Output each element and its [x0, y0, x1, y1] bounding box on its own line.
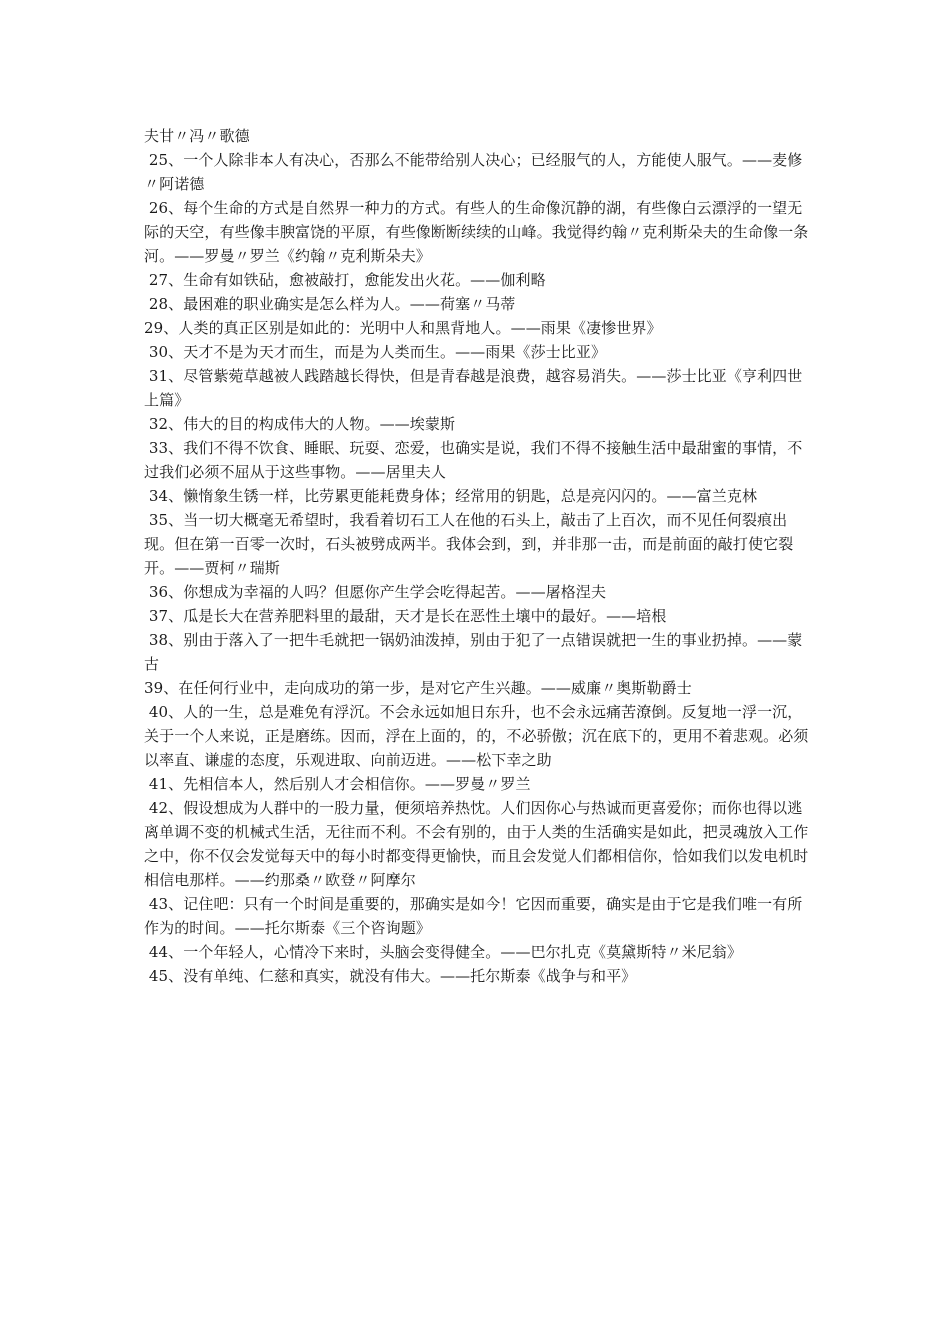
quote-44: 44、一个年轻人，心情冷下来时，头脑会变得健全。——巴尔扎克《莫黛斯特〃米尼翁》 — [144, 943, 742, 961]
quote-34: 34、懒惰象生锈一样，比劳累更能耗费身体；经常用的钥匙，总是亮闪闪的。——富兰克林 — [144, 487, 758, 505]
quote-41: 41、先相信本人，然后别人才会相信你。——罗曼〃罗兰 — [144, 775, 531, 793]
quote-26: 26、每个生命的方式是自然界一种力的方式。有些人的生命像沉静的湖，有些像白云漂浮的一望无际的天空，有些像丰腴富饶的平原，有些像断断续续的山峰。我觉得约翰〃克利斯朵夫的生命像一条河。——罗曼〃罗兰《约翰〃克利斯朵夫》 — [144, 199, 809, 265]
quote-35: 35、当一切大概毫无希望时，我看着切石工人在他的石头上，敲击了上百次，而不见任何裂痕出现。但在第一百零一次时，石头被劈成两半。我体会到，到，并非那一击，而是前面的敲打使它裂开。——贾柯〃瑞斯 — [144, 511, 794, 577]
quote-33: 33、我们不得不饮食、睡眠、玩耍、恋爱，也确实是说，我们不得不接触生活中最甜蜜的事情，不过我们必须不屈从于这些事物。——居里夫人 — [144, 439, 803, 481]
quote-37: 37、瓜是长大在营养肥料里的最甜，天才是长在恶性土壤中的最好。——培根 — [144, 607, 667, 625]
quote-32: 32、伟大的目的构成伟大的人物。——埃蒙斯 — [144, 415, 456, 433]
paragraph-continuation: 夫甘〃冯〃歌德 — [144, 127, 250, 145]
quote-42: 42、假设想成为人群中的一股力量，便须培养热忱。人们因你心与热诚而更喜爱你；而你也得以逃离单调不变的机械式生活，无往而不利。不会有别的，由于人类的生活确实是如此，把灵魂放入工作之中，你不仅会发觉每天中的每小时都变得更愉快，而且会发觉人们都相信你，恰如我们以发电机时相信电那样。——约那桑〃欧登〃阿摩尔 — [144, 799, 809, 889]
quote-45: 45、没有单纯、仁慈和真实，就没有伟大。——托尔斯泰《战争与和平》 — [144, 967, 637, 985]
quote-29: 29、人类的真正区别是如此的：光明中人和黑背地人。——雨果《凄惨世界》 — [144, 319, 662, 337]
document-body — [144, 124, 812, 988]
quote-38: 38、别由于落入了一把牛毛就把一锅奶油泼掉，别由于犯了一点错误就把一生的事业扔掉。——蒙古 — [144, 631, 803, 673]
quote-31: 31、尽管紫菀草越被人践踏越长得快，但是青春越是浪费，越容易消失。——莎士比亚《亨利四世上篇》 — [144, 367, 803, 409]
quote-39: 39、在任何行业中，走向成功的第一步，是对它产生兴趣。——威廉〃奥斯勒爵士 — [144, 679, 692, 697]
quote-43: 43、记住吧：只有一个时间是重要的，那确实是如今！它因而重要，确实是由于它是我们唯一有所作为的时间。——托尔斯泰《三个咨询题》 — [144, 895, 803, 937]
quote-36: 36、你想成为幸福的人吗？但愿你产生学会吃得起苦。——屠格涅夫 — [144, 583, 607, 601]
quote-28: 28、最困难的职业确实是怎么样为人。——荷塞〃马蒂 — [144, 295, 516, 313]
quote-40: 40、人的一生，总是难免有浮沉。不会永远如旭日东升，也不会永远痛苦潦倒。反复地一浮一沉，关于一个人来说，正是磨练。因而，浮在上面的，的，不必骄傲；沉在底下的，更用不着悲观。必须以率直、谦虚的态度，乐观进取、向前迈进。——松下幸之助 — [144, 703, 809, 769]
quote-25: 25、一个人除非本人有决心，否那么不能带给别人决心；已经服气的人，方能使人服气。——麦修〃阿诺德 — [144, 151, 803, 193]
quote-27: 27、生命有如铁砧，愈被敲打，愈能发出火花。——伽利略 — [144, 271, 546, 289]
quote-30: 30、天才不是为天才而生，而是为人类而生。——雨果《莎士比亚》 — [144, 343, 607, 361]
